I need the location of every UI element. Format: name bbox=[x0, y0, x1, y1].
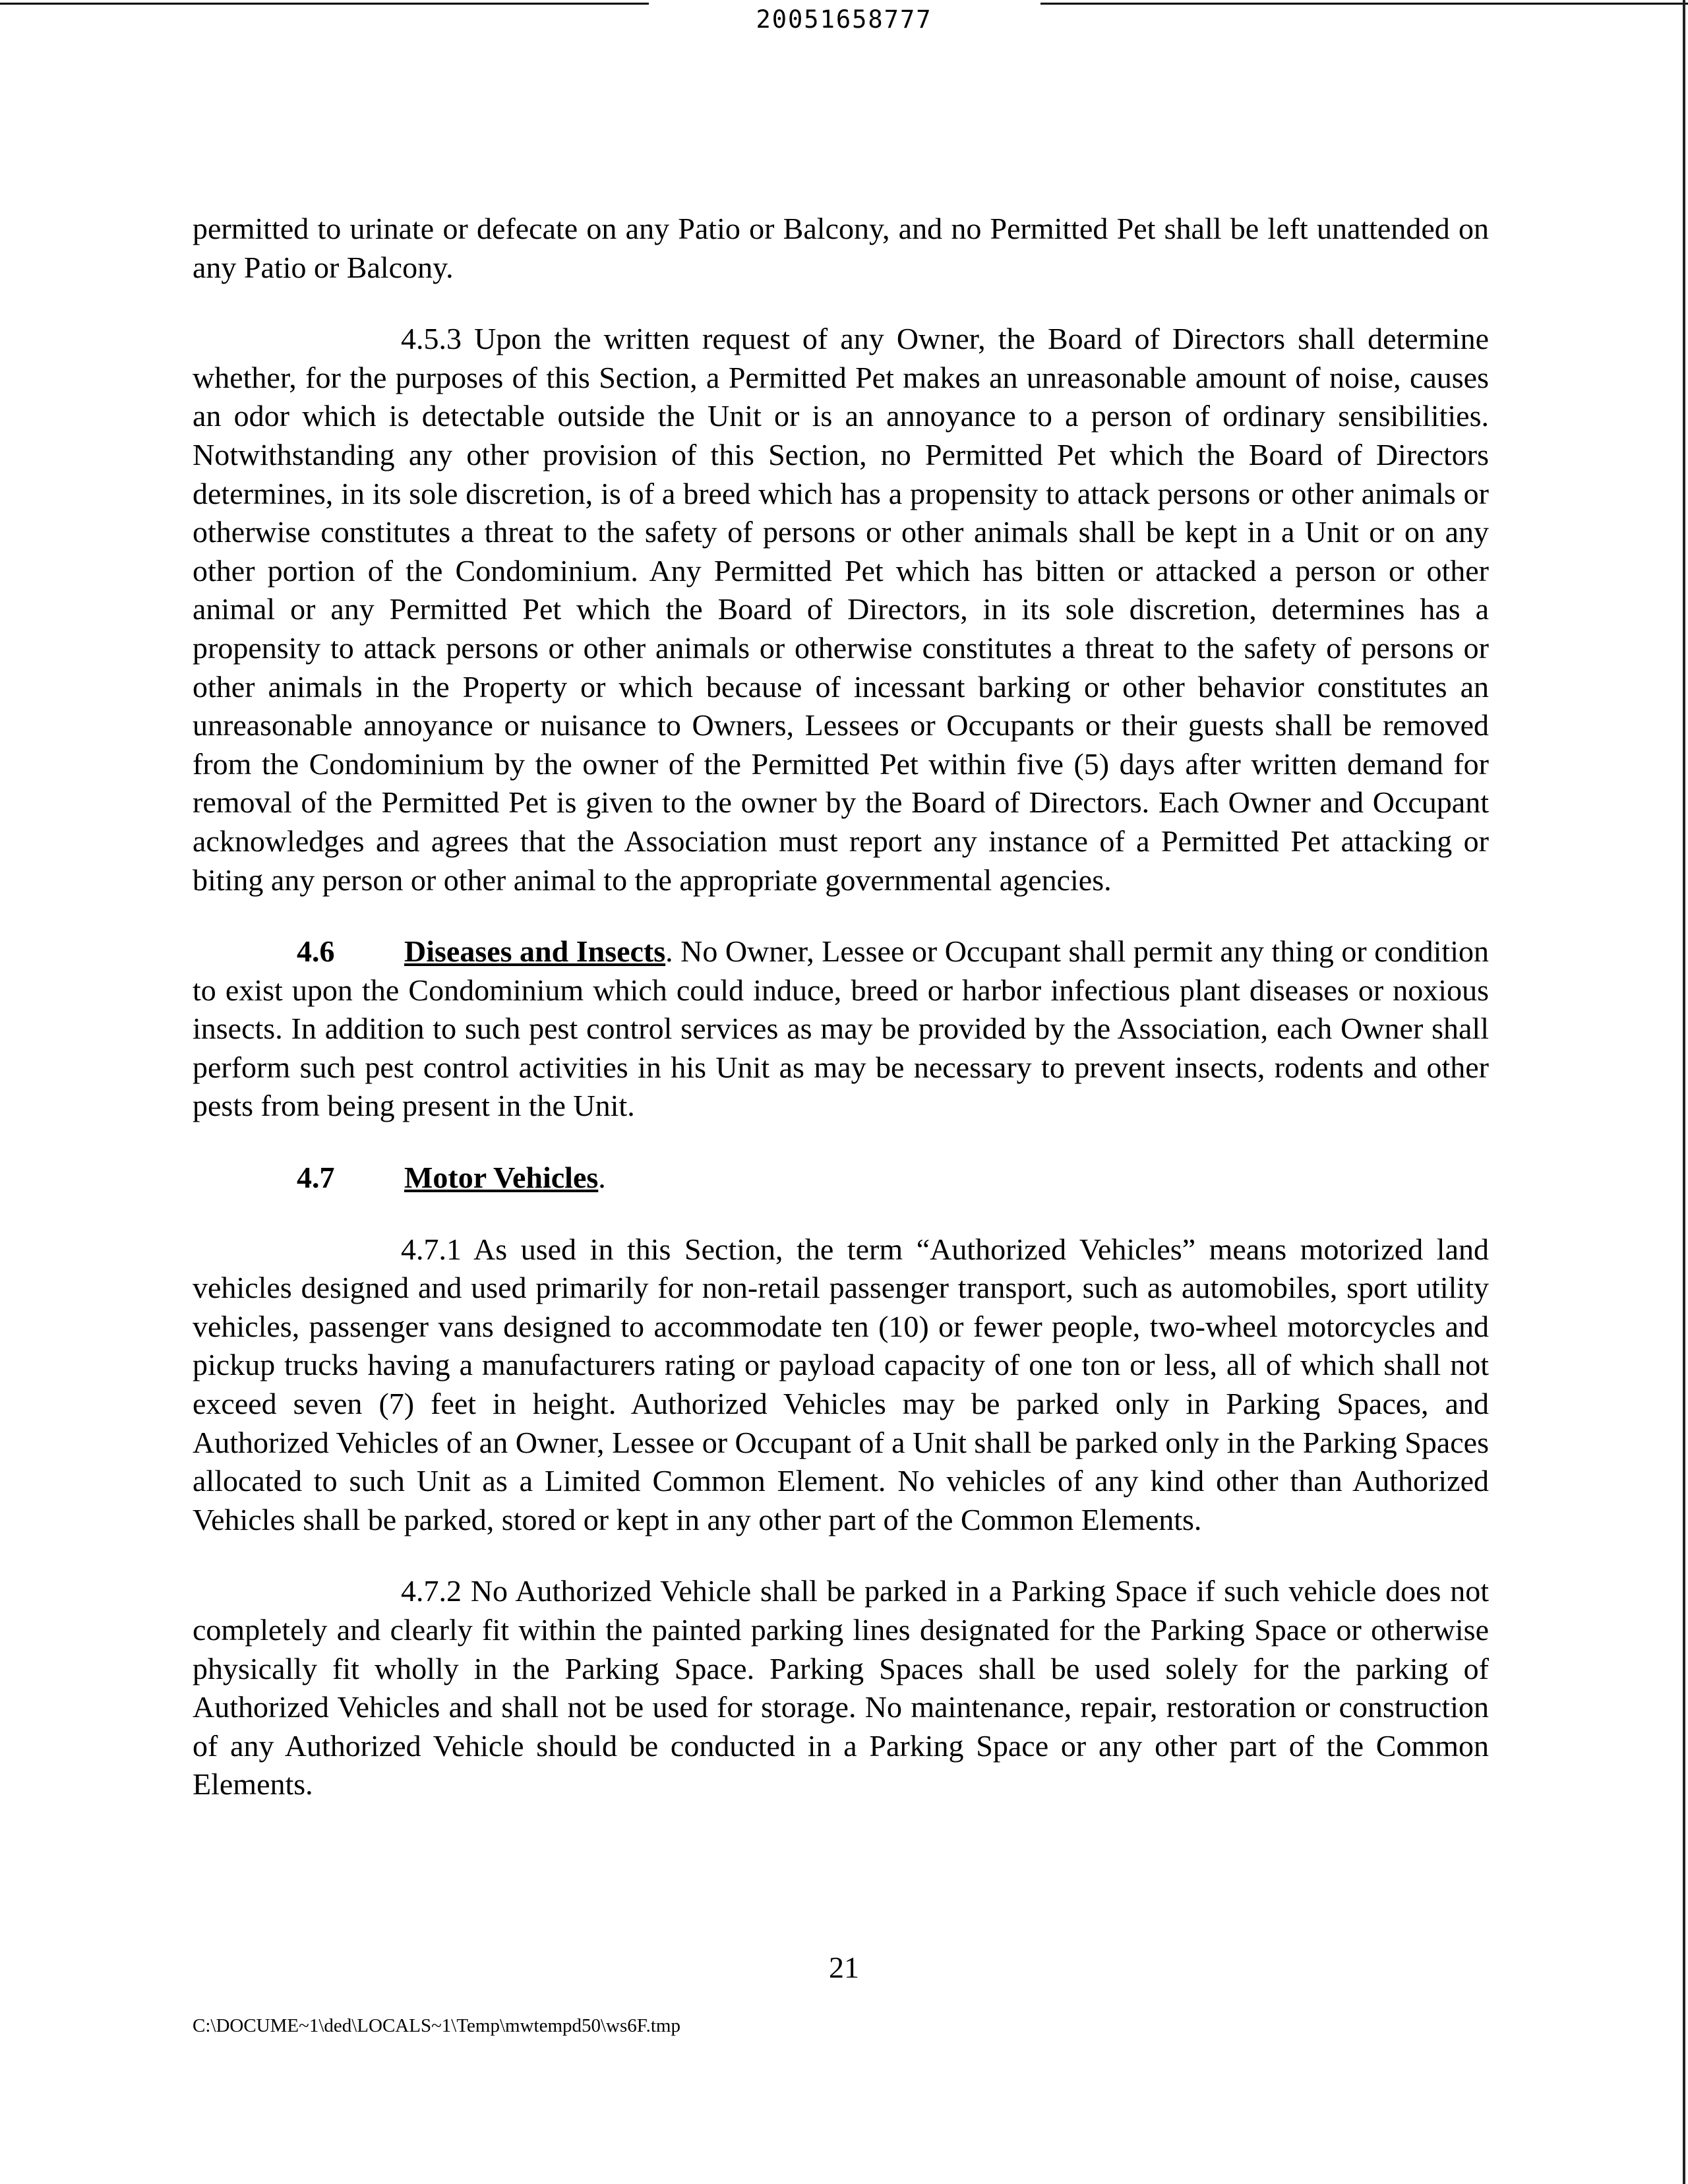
section-4-7-heading bbox=[193, 1159, 1489, 1198]
section-4-6 bbox=[193, 932, 1489, 1126]
section-title: Diseases and Insects bbox=[404, 934, 666, 969]
page-number: 21 bbox=[829, 1951, 859, 1984]
section-number: 4.7 bbox=[297, 1161, 335, 1195]
paragraph-4-5-3: 4.5.3 Upon the written request of any Owner, the Board of Directors shall determine whether, for the purposes of this Section, a Permitted Pet makes an unreasonable amount of noise, causes an odor which is detectable outside the Unit or is an annoyance to a person of ordinary sensibilities. Notwithstanding any other provision of this Section, no Permitted Pet which the Board of Directors determines, in its sole discretion, is of a breed which has a propensity to attack persons or other animals or otherwise constitutes a threat to the safety of persons or other animals shall be kept in a Unit or on any other portion of the Condominium. Any Permitted Pet which has bitten or attacked a person or other animal or any Permitted Pet which the Board of Directors, in its sole discretion, determines has a propensity to attack persons or other animals or otherwise constitutes a threat to the safety of persons or other animals in the Property or which because of incessant barking or other behavior constitutes an unreasonable annoyance or nuisance to Owners, Lessees or Occupants or their guests shall be removed from the Condominium by the owner of the Permitted Pet within five (5) days after written demand for removal of the Permitted Pet is given to the owner by the Board of Directors. Each Owner and Occupant acknowledges and agrees that the Association must report any instance of a Permitted Pet attacking or biting any person or other animal to the appropriate governmental agencies. bbox=[193, 322, 1489, 897]
paragraph-4-7-2: 4.7.2 No Authorized Vehicle shall be parked in a Parking Space if such vehicle does not completely and clearly fit within the painted parking lines designated for the Parking Space or otherwise physically fit wholly in the Parking Space. Parking Spaces shall be used solely for the parking of Authorized Vehicles and shall not be used for storage. No maintenance, repair, restoration or construction of any Authorized Vehicle should be conducted in a Parking Space or any other part of the Common Elements. bbox=[193, 1574, 1489, 1802]
section-number: 4.6 bbox=[297, 934, 335, 969]
section-title: Motor Vehicles bbox=[404, 1161, 599, 1195]
section-title-period: . bbox=[598, 1161, 606, 1195]
document-body bbox=[193, 210, 1489, 1804]
footer-file-path: C:\DOCUME~1\ded\LOCALS~1\Temp\mwtempd50\ws6F.tmp bbox=[193, 2015, 680, 2036]
paragraph-continued: permitted to urinate or defecate on any Patio or Balcony, and no Permitted Pet shall be left unattended on any Patio or Balcony. bbox=[193, 212, 1489, 284]
paragraph-4-7-1: 4.7.1 As used in this Section, the term “Authorized Vehicles” means motorized land vehicles designed and used primarily for non-retail passenger transport, such as automobiles, sport utility vehicles, passenger vans designed to accommodate ten (10) or fewer people, two-wheel motorcycles and pickup trucks having a manufacturers rating or payload capacity of one ton or less, all of which shall not exceed seven (7) feet in height. Authorized Vehicles may be parked only in Parking Spaces, and Authorized Vehicles of an Owner, Lessee or Occupant of a Unit shall be parked only in the Parking Spaces allocated to such Unit as a Limited Common Element. No vehicles of any kind other than Authorized Vehicles shall be parked, stored or kept in any other part of the Common Elements. bbox=[193, 1232, 1489, 1536]
document-number: 20051658777 bbox=[756, 5, 932, 34]
section-text: . No Owner, Lessee or Occupant shall permit any thing or condition to exist upon the Condominium which could induce, breed or harbor infectious plant diseases or noxious insects. In addition to such pest control services as may be provided by the Association, each Owner shall perform such pest control activities in his Unit as may be necessary to prevent insects, rodents and other pests from being present in the Unit. bbox=[193, 934, 1489, 1123]
page-right-edge bbox=[1683, 0, 1685, 2184]
